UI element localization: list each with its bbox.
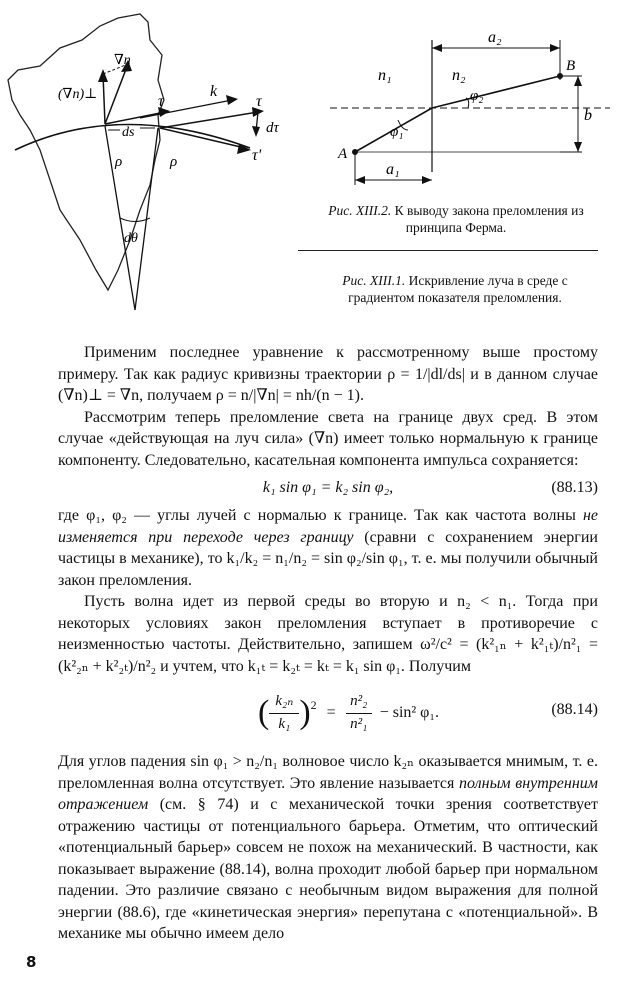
eq2-lhs-numerator: k₂ₙ — [275, 693, 294, 709]
equation-88-13-number: (88.13) — [551, 479, 598, 496]
label-B: B — [566, 58, 576, 74]
figure1-caption-text: Искривление луча в среде с градиентом показателя преломления. — [348, 273, 568, 305]
paragraph-4: Пусть волна идет из первой среды во вторую и n₂ < n₁. Тогда при некоторых условиях закон преломления вступает в противоречие с неизменностью частоты. Действительно, запишем ω²/c² = (k²₁ₙ + k²₁ₜ)/n²₁ = (k²₂ₙ + k²₂ₜ)/n²₂ и учтем, что k₁ₜ = k₂ₜ = kₜ = k₁ sin φ₁. Получим — [58, 593, 598, 675]
eq2-rhs-numerator: n²₂ — [350, 693, 368, 709]
label-k: k — [210, 83, 218, 100]
label-A: A — [338, 146, 348, 162]
label-phi2: φ₂ — [470, 88, 484, 104]
equation-88-13 — [58, 471, 598, 505]
figure2-caption-label: Рис. XIII.2. — [328, 203, 392, 218]
equation-88-14 — [58, 683, 598, 743]
figure2-caption — [326, 202, 586, 236]
eq2-lhs-denominator: k₁ — [278, 715, 291, 732]
paragraph-3-end: (сравни с сохранением энергии частицы в механике), то k₁/k₂ = n₁/n₂ = sin φ₂/sin φ₁, т. е. мы получили обычный закон преломления. — [58, 528, 598, 589]
label-a2: a₂ — [488, 29, 502, 46]
paragraph-5-start: Для углов падения sin φ₁ > n₂/n₁ волновое число k₂ₙ оказывается мнимым, т. е. преломленная волна отсутствует. Это явление называется — [58, 753, 598, 792]
eq2-equals: = — [326, 704, 336, 722]
page-number: 8 — [26, 953, 37, 971]
label-a1: a₁ — [386, 161, 400, 178]
figure2-caption-text: К выводу закона преломления из принципа Ферма. — [394, 203, 584, 235]
equation-88-13-expr: k₁ sin φ₁ = k₂ sin φ₂, — [262, 479, 394, 496]
paragraph-2: Рассмотрим теперь преломление света на границе двух сред. В этом случае «действующая на луч сила» (∇n) имеет только нормальную к границе компоненту. Следовательно, касательная компонента импульса сохраняется: — [58, 408, 598, 469]
eq2-rhs-denominator: n²₁ — [350, 715, 368, 732]
label-grad-n: ∇n — [114, 53, 131, 68]
figure-ray-curvature — [0, 0, 300, 330]
label-tau-prime: τ' — [252, 147, 262, 164]
paragraph-1: Применим последнее уравнение к рассмотренному выше простому примеру. Так как радиус кривизны траектории ρ = 1/|dl/ds| и в данном случае (∇n)⊥ = ∇n, получаем ρ = n/|∇n| = nh/(n − 1). — [58, 344, 598, 404]
label-n2: n₂ — [452, 67, 466, 84]
label-ds: ds — [122, 125, 135, 140]
caption-divider — [298, 250, 598, 251]
label-tau-1: τ — [158, 93, 164, 110]
label-rho-right: ρ — [170, 154, 178, 170]
label-d-tau: dτ — [266, 120, 279, 136]
figure1-caption — [330, 272, 580, 306]
label-phi1: φ₁ — [390, 124, 404, 140]
paragraph-5-end: (см. § 74) и с механической точки зрения соответствует отражению частицы от потенциального барьера. Отметим, что оптический «потенциальный барьер» совсем не похож на механический. В частности, как показывает выражение (88.14), волна проходит любой барьер при нормальном падении. Это различие связано с необычным видом выражения для полной энергии (88.6), где «кинетическая энергия» перепутана с «потенциальной». В механике мы обычно имеем дело — [58, 796, 598, 942]
label-d-theta: dθ — [124, 231, 138, 246]
label-rho-left: ρ — [115, 154, 123, 170]
label-n1: n₁ — [378, 67, 392, 84]
paragraph-3-emphasis: не изменяется при переходе через границу — [58, 507, 598, 546]
label-grad-n-perp: (∇n)⊥ — [58, 87, 98, 102]
paragraph-5 — [58, 751, 598, 945]
figure-refraction — [320, 20, 620, 200]
eq2-tail: − sin² φ₁. — [379, 704, 439, 722]
paragraph-3-start: где φ₁, φ₂ — углы лучей с нормалью к границе. Так как частота волны — [58, 507, 583, 524]
eq2-exponent: 2 — [310, 698, 317, 712]
figure1-caption-label: Рис. XIII.1. — [342, 273, 406, 288]
label-tau-2: τ — [256, 93, 262, 110]
medium-region — [8, 14, 164, 290]
equation-88-14-expr: ( k₂ₙ k₁ ) $^2$ = n²₂ n²₁ − sin² φ₁. — [258, 691, 439, 735]
label-b: b — [584, 107, 592, 124]
paragraph-3 — [58, 505, 598, 591]
paragraph-5-emphasis: полным внутренним отражением — [58, 774, 598, 813]
equation-88-14-number: (88.14) — [551, 701, 598, 718]
page-body — [58, 342, 598, 945]
